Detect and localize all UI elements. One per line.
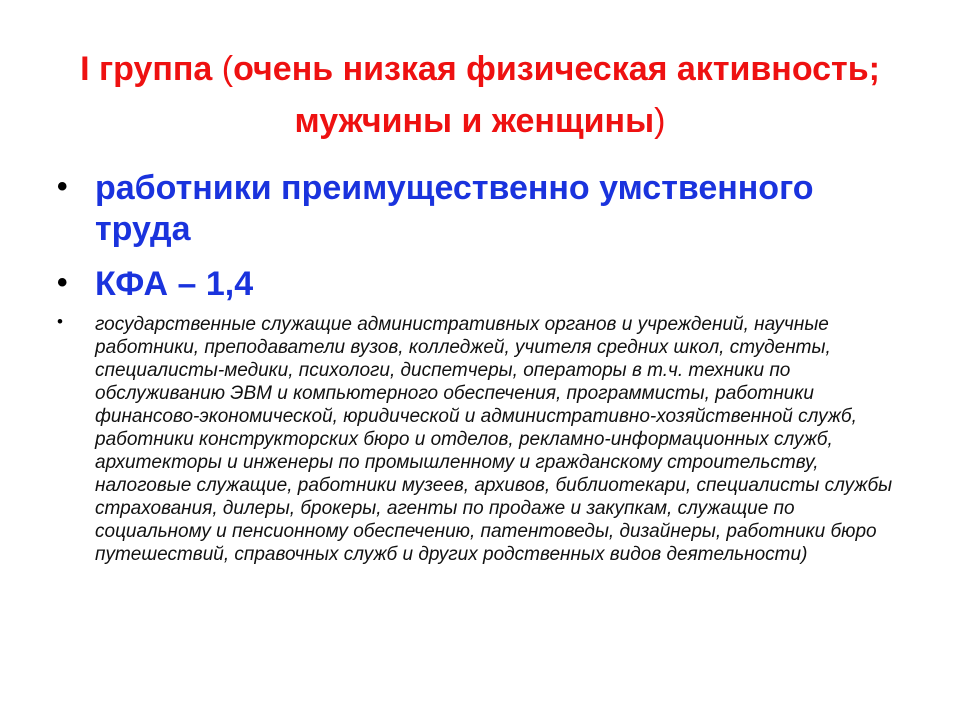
bullet-dot-icon: •	[57, 170, 68, 203]
title-part1: I группа	[80, 50, 222, 88]
bullet-list	[55, 168, 915, 566]
bullet-dot-icon: •	[57, 266, 68, 299]
title-paren-close: )	[654, 102, 666, 140]
bullet-item-occupations	[55, 313, 895, 566]
title-part2: очень низкая физическая активность; мужчины и женщины	[233, 50, 880, 140]
bullet-text: КФА – 1,4	[95, 265, 254, 303]
slide-title	[80, 43, 880, 147]
bullet-text: государственные служащие административных органов и учреждений, научные работники, преподаватели вузов, колледжей, учителя средних школ, студенты, специалисты-медики, психологи, диспетчеры, операторы в т.ч. техники по обслуживанию ЭВМ и компьютерного обеспечения, программисты, работники финансово-экономической, юридической и административно-хозяйственной служб, работники конструкторских бюро и отделов, рекламно-информационных служб, архитекторы и инженеры по промышленному и гражданскому строительству, налоговые служащие, работники музеев, архивов, библиотекари, специалисты службы страхования, дилеры, брокеры, агенты по продаже и закупкам, служащие по социальному и пенсионному обеспечению, патентоведы, дизайнеры, работники бюро путешествий, справочных служб и других родственных видов деятельности)	[95, 314, 893, 565]
bullet-item-kfa	[55, 264, 915, 305]
bullet-item-workers	[55, 168, 915, 250]
bullet-text: работники преимущественно умственного труда	[95, 169, 814, 248]
title-paren-open: (	[221, 50, 234, 88]
bullet-dot-icon: •	[57, 312, 63, 331]
